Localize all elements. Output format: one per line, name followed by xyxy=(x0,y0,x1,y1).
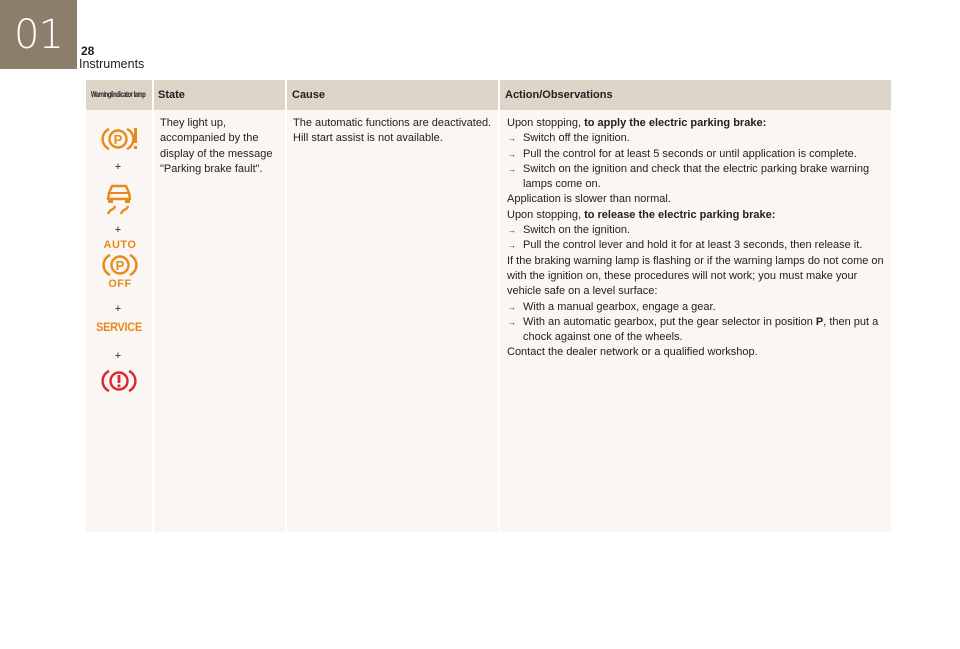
column-divider xyxy=(498,80,500,532)
table-header xyxy=(86,80,891,110)
safe-step: → With a manual gearbox, engage a gear. xyxy=(507,300,887,315)
header-lamp: Warning/indicator lamp xyxy=(91,90,146,99)
chapter-number: 01 xyxy=(14,11,63,58)
warning-lamp-table xyxy=(86,80,891,532)
release-step: → Pull the control lever and hold it for at least 3 seconds, then release it. xyxy=(507,238,887,253)
svg-text:P: P xyxy=(115,258,125,273)
release-heading: Upon stopping, to release the electric parking brake: xyxy=(507,208,776,221)
skid-control-icon xyxy=(104,181,134,215)
auto-label: AUTO xyxy=(103,239,137,251)
cause-line: The automatic functions are deactivated. xyxy=(293,117,492,129)
contact-note: Contact the dealer network or a qualified workshop. xyxy=(507,346,758,359)
parking-brake-fault-icon xyxy=(100,125,140,153)
off-label: OFF xyxy=(108,278,132,290)
svg-text:P: P xyxy=(113,132,123,147)
plus-sign: + xyxy=(114,224,122,236)
plus-sign: + xyxy=(114,350,122,362)
chapter-tab xyxy=(0,0,77,69)
brake-warning-icon xyxy=(101,368,137,394)
section-title: Instruments xyxy=(79,57,145,71)
header-cause: Cause xyxy=(292,89,326,101)
service-icon: SERVICE xyxy=(96,322,142,334)
header-action: Action/Observations xyxy=(505,89,613,101)
header-state: State xyxy=(158,89,185,101)
action-text xyxy=(507,116,887,361)
flashing-note: If the braking warning lamp is flashing or if the warning lamps do not come on with the ignition on, these procedures will not work; you must make your vehicle safe on a level surface: xyxy=(507,254,884,298)
release-step: → Switch on the ignition. xyxy=(507,223,887,238)
cause-line: Hill start assist is not available. xyxy=(293,132,443,145)
safe-step: → With an automatic gearbox, put the gear selector in position P, then put a chock against one of the wheels. xyxy=(507,315,887,346)
page-number: 28 xyxy=(81,44,95,58)
apply-heading: Upon stopping, to apply the electric parking brake: xyxy=(507,117,767,129)
auto-parking-off-icon xyxy=(98,240,142,290)
state-text: They light up, accompanied by the display of the message "Parking brake fault". xyxy=(160,117,273,175)
apply-step: → Switch off the ignition. xyxy=(507,131,887,146)
plus-sign: + xyxy=(114,303,122,315)
slower-note: Application is slower than normal. xyxy=(507,193,671,206)
plus-sign: + xyxy=(114,161,122,173)
cause-text xyxy=(293,116,493,147)
apply-step: → Switch on the ignition and check that the electric parking brake warning lamps come on. xyxy=(507,162,887,193)
column-divider xyxy=(152,80,154,532)
apply-step: → Pull the control for at least 5 seconds or until application is complete. xyxy=(507,147,887,162)
